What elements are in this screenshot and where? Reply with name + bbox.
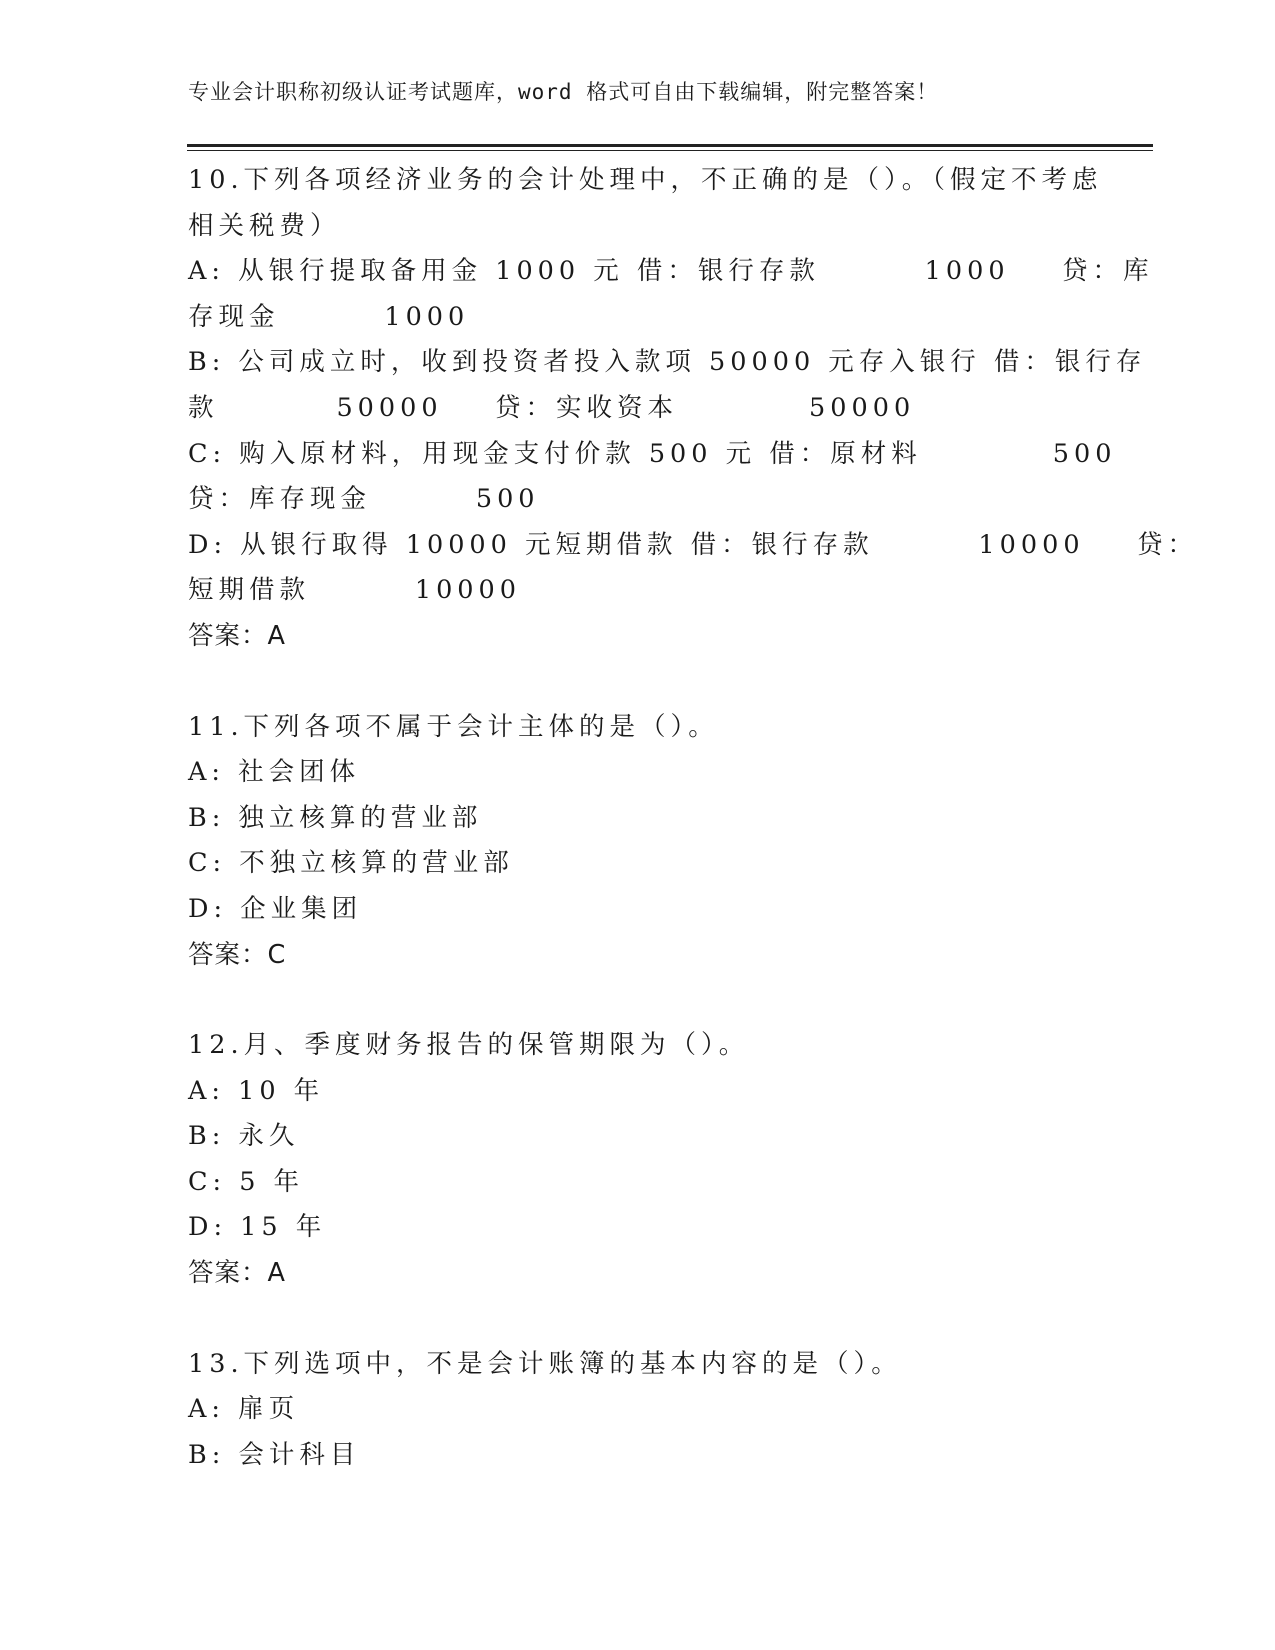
answer: 答案：A <box>188 620 286 651</box>
header-rule-thick <box>187 144 1153 147</box>
question-list <box>188 158 1198 1523</box>
option-c: C: 5 年 <box>188 1166 305 1197</box>
question-10 <box>188 158 1198 660</box>
question-stem: 10.下列各项经济业务的会计处理中，不正确的是（）。（假定不考虑 <box>188 165 1103 195</box>
page-header-title: 专业会计职称初级认证考试题库，word 格式可自由下载编辑，附完整答案！ <box>188 80 939 104</box>
option-c-cont: 贷：库存现金 500 <box>188 484 540 515</box>
option-d: D: 企业集团 <box>188 893 363 924</box>
option-b: B: 独立核算的营业部 <box>188 802 483 833</box>
option-a-cont: 存现金 1000 <box>188 301 470 332</box>
option-d-cont: 短期借款 10000 <box>188 575 521 606</box>
question-13 <box>188 1342 1108 1479</box>
option-a: A: 从银行提取备用金 1000 元 借：银行存款 1000 贷：库 <box>188 256 1154 287</box>
answer: 答案：A <box>188 1258 286 1289</box>
option-b-cont: 款 50000 贷：实收资本 50000 <box>188 392 916 423</box>
option-c: C: 购入原材料，用现金支付价款 500 元 借：原材料 500 <box>188 438 1117 469</box>
question-stem: 11.下列各项不属于会计主体的是（）。 <box>188 711 719 742</box>
question-stem: 相关税费） <box>188 210 341 241</box>
answer: 答案：C <box>188 939 287 970</box>
header-rule-thin <box>187 150 1153 151</box>
question-12 <box>188 1023 1108 1297</box>
question-11 <box>188 705 1108 979</box>
option-a: A: 10 年 <box>188 1075 325 1106</box>
option-b: B: 公司成立时，收到投资者投入款项 50000 元存入银行 借：银行存 <box>188 347 1147 378</box>
question-stem: 13.下列选项中，不是会计账簿的基本内容的是（）。 <box>188 1348 902 1379</box>
question-stem: 12.月、季度财务报告的保管期限为（）。 <box>188 1030 750 1061</box>
option-d: D: 15 年 <box>188 1212 327 1243</box>
option-a: A: 扉页 <box>188 1394 300 1425</box>
option-c: C: 不独立核算的营业部 <box>188 848 514 879</box>
option-b: B: 永久 <box>188 1121 300 1152</box>
option-d: D: 从银行取得 10000 元短期借款 借：银行存款 10000 贷： <box>188 529 1198 560</box>
option-a: A: 社会团体 <box>188 757 361 788</box>
option-b: B: 会计科目 <box>188 1439 361 1470</box>
